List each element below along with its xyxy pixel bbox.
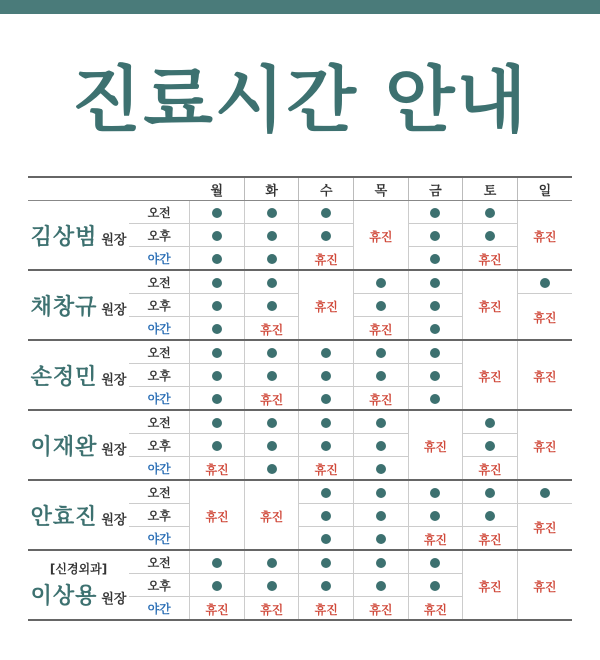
open-dot-icon — [321, 394, 331, 404]
schedule-cell — [244, 364, 299, 387]
schedule-cell — [408, 597, 463, 621]
open-dot-icon — [321, 418, 331, 428]
open-dot-icon — [321, 208, 331, 218]
closed-label: 휴진 — [533, 229, 557, 244]
schedule-cell — [244, 410, 299, 434]
closed-label: 휴진 — [260, 392, 284, 407]
schedule-cell — [463, 247, 518, 271]
open-dot-icon — [376, 348, 386, 358]
schedule-cell — [190, 340, 245, 364]
closed-label: 휴진 — [478, 252, 502, 267]
open-dot-icon — [430, 348, 440, 358]
schedule-cell — [463, 410, 518, 434]
schedule-cell — [517, 550, 572, 620]
open-dot-icon — [376, 511, 386, 521]
closed-label: 휴진 — [533, 579, 557, 594]
schedule-cell — [244, 457, 299, 481]
open-dot-icon — [212, 301, 222, 311]
open-dot-icon — [430, 371, 440, 381]
open-dot-icon — [430, 324, 440, 334]
schedule-cell — [463, 270, 518, 340]
open-dot-icon — [376, 441, 386, 451]
open-dot-icon — [376, 371, 386, 381]
period-label: 오후 — [129, 504, 190, 527]
schedule-cell — [299, 480, 354, 504]
open-dot-icon — [430, 254, 440, 264]
schedule-cell — [190, 201, 245, 224]
schedule-cell — [190, 247, 245, 271]
doctor-title: 원장 — [101, 512, 127, 528]
open-dot-icon — [267, 418, 277, 428]
closed-label: 휴진 — [423, 602, 448, 617]
day-header-tue: 화 — [244, 177, 299, 201]
schedule-row — [28, 410, 572, 434]
header-doctor-blank — [28, 177, 129, 201]
doctor-title: 원장 — [101, 302, 127, 318]
open-dot-icon — [376, 278, 386, 288]
closed-label: 휴진 — [478, 299, 502, 314]
schedule-cell — [244, 597, 299, 621]
schedule-cell — [354, 550, 409, 574]
schedule-cell — [190, 270, 245, 294]
schedule-cell — [408, 550, 463, 574]
schedule-cell — [299, 574, 354, 597]
schedule-cell — [517, 294, 572, 341]
open-dot-icon — [321, 441, 331, 451]
schedule-cell — [517, 201, 572, 271]
schedule-cell — [299, 224, 354, 247]
schedule-cell — [408, 247, 463, 271]
open-dot-icon — [267, 558, 277, 568]
schedule-cell — [244, 294, 299, 317]
open-dot-icon — [212, 254, 222, 264]
open-dot-icon — [430, 488, 440, 498]
open-dot-icon — [430, 581, 440, 591]
schedule-cell — [244, 201, 299, 224]
period-label: 오후 — [129, 224, 190, 247]
schedule-cell — [299, 270, 354, 340]
schedule-cell — [517, 270, 572, 294]
open-dot-icon — [267, 464, 277, 474]
period-label: 오전 — [129, 410, 190, 434]
schedule-cell — [244, 317, 299, 341]
doctor-title: 원장 — [101, 372, 127, 388]
open-dot-icon — [267, 208, 277, 218]
doctor-name: 이재완 — [30, 434, 98, 460]
open-dot-icon — [212, 231, 222, 241]
schedule-cell — [517, 504, 572, 551]
period-label: 야간 — [129, 317, 190, 341]
schedule-cell — [354, 597, 409, 621]
doctor-department: [신경외과] — [49, 562, 108, 576]
period-label: 오전 — [129, 201, 190, 224]
schedule-cell — [244, 480, 299, 550]
open-dot-icon — [485, 231, 495, 241]
closed-label: 휴진 — [423, 532, 448, 547]
open-dot-icon — [212, 581, 222, 591]
schedule-cell — [408, 317, 463, 341]
open-dot-icon — [321, 534, 331, 544]
closed-label: 휴진 — [533, 521, 557, 535]
day-header-thu: 목 — [354, 177, 409, 201]
schedule-table — [28, 176, 572, 621]
schedule-cell — [244, 434, 299, 457]
doctor-name: 김상범 — [30, 224, 98, 250]
schedule-cell — [354, 387, 409, 411]
open-dot-icon — [212, 418, 222, 428]
open-dot-icon — [267, 348, 277, 358]
open-dot-icon — [485, 511, 495, 521]
closed-label: 휴진 — [369, 322, 393, 337]
schedule-cell — [517, 480, 572, 504]
closed-label: 휴진 — [314, 252, 338, 267]
open-dot-icon — [267, 441, 277, 451]
page-title: 진료시간 안내 — [71, 58, 529, 142]
schedule-cell — [190, 364, 245, 387]
schedule-cell — [354, 364, 409, 387]
schedule-cell — [463, 340, 518, 410]
schedule-cell — [463, 224, 518, 247]
closed-label: 휴진 — [260, 509, 284, 524]
schedule-cell — [299, 527, 354, 551]
open-dot-icon — [376, 558, 386, 568]
schedule-row — [28, 270, 572, 294]
schedule-cell — [408, 574, 463, 597]
open-dot-icon — [212, 441, 222, 451]
open-dot-icon — [321, 488, 331, 498]
schedule-cell — [408, 340, 463, 364]
schedule-cell — [463, 201, 518, 224]
closed-label: 휴진 — [533, 311, 557, 325]
day-header-wed: 수 — [299, 177, 354, 201]
schedule-cell — [463, 527, 518, 551]
doctor-title: 원장 — [101, 442, 127, 458]
schedule-cell — [408, 364, 463, 387]
schedule-cell — [463, 550, 518, 620]
doctor-name: 채창규 — [30, 294, 98, 320]
schedule-cell — [244, 550, 299, 574]
open-dot-icon — [212, 278, 222, 288]
schedule-cell — [190, 317, 245, 341]
open-dot-icon — [321, 511, 331, 521]
open-dot-icon — [430, 208, 440, 218]
schedule-cell — [190, 550, 245, 574]
doctor-cell — [28, 410, 129, 480]
schedule-cell — [190, 294, 245, 317]
schedule-row — [28, 201, 572, 224]
open-dot-icon — [376, 534, 386, 544]
schedule-row — [28, 550, 572, 574]
doctor-name: 안효진 — [30, 504, 98, 530]
closed-label: 휴진 — [260, 602, 284, 617]
closed-label: 휴진 — [205, 602, 229, 617]
schedule-cell — [517, 410, 572, 480]
open-dot-icon — [212, 324, 222, 334]
period-label: 야간 — [129, 597, 190, 621]
schedule-cell — [190, 410, 245, 434]
schedule-cell — [408, 270, 463, 294]
doctor-cell — [28, 480, 129, 550]
closed-label: 휴진 — [478, 579, 502, 594]
open-dot-icon — [540, 488, 550, 498]
closed-label: 휴진 — [533, 369, 557, 384]
schedule-cell — [190, 480, 245, 550]
schedule-cell — [244, 270, 299, 294]
doctor-name: 이상용 — [30, 584, 98, 609]
period-label: 야간 — [129, 527, 190, 551]
open-dot-icon — [321, 371, 331, 381]
open-dot-icon — [485, 441, 495, 451]
closed-label: 휴진 — [369, 602, 393, 617]
schedule-cell — [408, 410, 463, 480]
schedule-cell — [299, 410, 354, 434]
period-label: 야간 — [129, 247, 190, 271]
open-dot-icon — [430, 278, 440, 288]
open-dot-icon — [485, 418, 495, 428]
schedule-cell — [299, 434, 354, 457]
doctor-cell — [28, 201, 129, 271]
closed-label: 휴진 — [314, 602, 338, 617]
schedule-cell — [354, 294, 409, 317]
open-dot-icon — [430, 394, 440, 404]
open-dot-icon — [485, 208, 495, 218]
closed-label: 휴진 — [260, 322, 284, 337]
header-period-blank — [129, 177, 190, 201]
open-dot-icon — [267, 371, 277, 381]
schedule-cell — [354, 434, 409, 457]
schedule-cell — [299, 597, 354, 621]
open-dot-icon — [376, 464, 386, 474]
open-dot-icon — [376, 581, 386, 591]
schedule-cell — [244, 387, 299, 411]
schedule-cell — [463, 480, 518, 504]
schedule-cell — [354, 527, 409, 551]
period-label: 오후 — [129, 364, 190, 387]
schedule-cell — [354, 457, 409, 481]
schedule-row — [28, 480, 572, 504]
day-header-sat: 토 — [463, 177, 518, 201]
schedule-cell — [190, 387, 245, 411]
schedule-cell — [517, 340, 572, 410]
period-label: 오전 — [129, 480, 190, 504]
schedule-cell — [463, 457, 518, 481]
schedule-cell — [299, 457, 354, 481]
open-dot-icon — [321, 558, 331, 568]
open-dot-icon — [376, 301, 386, 311]
schedule-cell — [299, 364, 354, 387]
schedule-cell — [299, 247, 354, 271]
closed-label: 휴진 — [369, 392, 393, 407]
open-dot-icon — [267, 301, 277, 311]
day-header-mon: 월 — [190, 177, 245, 201]
schedule-cell — [354, 340, 409, 364]
schedule-cell — [244, 224, 299, 247]
open-dot-icon — [212, 371, 222, 381]
open-dot-icon — [430, 231, 440, 241]
schedule-cell — [354, 504, 409, 527]
top-accent-bar — [0, 0, 600, 14]
closed-label: 휴진 — [478, 369, 502, 384]
schedule-cell — [354, 270, 409, 294]
schedule-cell — [408, 294, 463, 317]
open-dot-icon — [267, 581, 277, 591]
open-dot-icon — [267, 254, 277, 264]
open-dot-icon — [212, 558, 222, 568]
schedule-cell — [299, 340, 354, 364]
period-label: 오후 — [129, 434, 190, 457]
schedule-cell — [244, 574, 299, 597]
open-dot-icon — [321, 348, 331, 358]
schedule-cell — [354, 480, 409, 504]
schedule-cell — [463, 434, 518, 457]
closed-label: 휴진 — [533, 439, 557, 454]
schedule-cell — [299, 504, 354, 527]
closed-label: 휴진 — [205, 462, 229, 477]
period-label: 오전 — [129, 550, 190, 574]
schedule-body — [28, 201, 572, 621]
doctor-cell — [28, 550, 129, 620]
closed-label: 휴진 — [314, 299, 338, 314]
closed-label: 휴진 — [423, 439, 448, 454]
schedule-cell — [354, 201, 409, 271]
schedule-cell — [354, 574, 409, 597]
schedule-cell — [190, 434, 245, 457]
open-dot-icon — [430, 558, 440, 568]
closed-label: 휴진 — [478, 532, 502, 547]
doctor-cell — [28, 340, 129, 410]
schedule-cell — [190, 457, 245, 481]
open-dot-icon — [430, 511, 440, 521]
open-dot-icon — [376, 488, 386, 498]
open-dot-icon — [376, 418, 386, 428]
schedule-cell — [299, 201, 354, 224]
doctor-name: 손정민 — [30, 364, 98, 390]
period-label: 오후 — [129, 294, 190, 317]
period-label: 오전 — [129, 340, 190, 364]
open-dot-icon — [267, 231, 277, 241]
open-dot-icon — [540, 278, 550, 288]
doctor-title: 원장 — [101, 232, 127, 248]
schedule-cell — [408, 224, 463, 247]
day-header-fri: 금 — [408, 177, 463, 201]
closed-label: 휴진 — [205, 509, 229, 524]
period-label: 오전 — [129, 270, 190, 294]
period-label: 야간 — [129, 387, 190, 411]
schedule-cell — [244, 340, 299, 364]
open-dot-icon — [321, 231, 331, 241]
period-label: 야간 — [129, 457, 190, 481]
doctor-cell — [28, 270, 129, 340]
schedule-cell — [190, 574, 245, 597]
open-dot-icon — [212, 348, 222, 358]
schedule-cell — [354, 410, 409, 434]
closed-label: 휴진 — [369, 229, 393, 244]
open-dot-icon — [212, 394, 222, 404]
schedule-cell — [408, 387, 463, 411]
open-dot-icon — [212, 208, 222, 218]
open-dot-icon — [267, 278, 277, 288]
schedule-cell — [463, 504, 518, 527]
period-label: 오후 — [129, 574, 190, 597]
schedule-cell — [244, 247, 299, 271]
closed-label: 휴진 — [314, 462, 338, 477]
day-header-row — [28, 177, 572, 201]
schedule-cell — [408, 504, 463, 527]
schedule-cell — [190, 597, 245, 621]
open-dot-icon — [321, 581, 331, 591]
schedule-cell — [408, 527, 463, 551]
doctor-title: 원장 — [101, 592, 127, 607]
schedule-cell — [190, 224, 245, 247]
schedule-cell — [299, 550, 354, 574]
day-header-sun: 일 — [517, 177, 572, 201]
schedule-cell — [408, 201, 463, 224]
schedule-cell — [408, 480, 463, 504]
open-dot-icon — [430, 301, 440, 311]
schedule-cell — [299, 387, 354, 411]
schedule-cell — [354, 317, 409, 341]
schedule-row — [28, 340, 572, 364]
open-dot-icon — [485, 488, 495, 498]
closed-label: 휴진 — [478, 462, 502, 477]
